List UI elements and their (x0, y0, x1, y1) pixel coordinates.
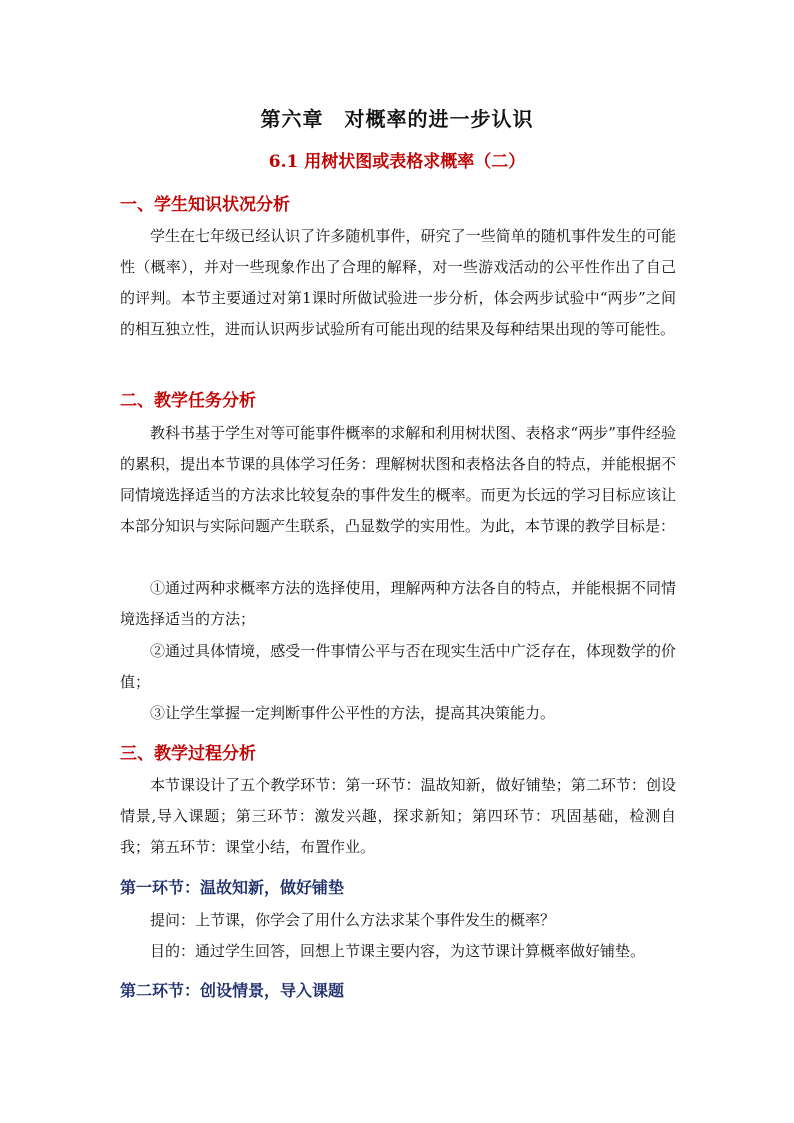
paragraph-student-knowledge: 学生在七年级已经认识了许多随机事件，研究了一些简单的随机事件发生的可能性（概率），并对一些现象作出了合理的解释，对一些游戏活动的公平性作出了自己的评判。本节主要通过对第1课时所做试验进一步分析，体会两步试验中“两步”之间的相互独立性，进而认识两步试验所有可能出现的结果及每种结果出现的等可能性。 (120, 227, 676, 338)
paragraph-teaching-process: 本节课设计了五个教学环节：第一环节：温故知新，做好铺垫；第二环节：创设情景,导入课题；第三环节：激发兴趣，探求新知；第四环节：巩固基础，检测自我；第五环节：课堂小结，布置作业。 (120, 776, 676, 856)
section-title: 6.1 用树状图或表格求概率（二） (268, 152, 526, 172)
paragraph-step-1-purpose: 目的：通过学生回答，回想上节课主要内容，为这节课计算概率做好铺垫。 (150, 942, 646, 960)
heading-teaching-process: 三、教学过程分析 (120, 744, 256, 764)
paragraph-goal-1: ①通过两种求概率方法的选择使用，理解两种方法各自的特点，并能根据不同情境选择适当的方法； (120, 579, 676, 628)
heading-step-2: 第二环节：创设情景，导入课题 (120, 981, 345, 1000)
paragraph-teaching-task: 教科书基于学生对等可能事件概率的求解和利用树状图、表格求“两步”事件经验的累积，提出本节课的具体学习任务：理解树状图和表格法各自的特点，并能根据不同情境选择适当的方法求比较复杂的事件发生的概率。而更为长远的学习目标应该让本部分知识与实际问题产生联系，凸显数学的实用性。为此，本节课的教学目标是： (120, 424, 676, 535)
chapter-title: 第六章 对概率的进一步认识 (260, 107, 534, 131)
paragraph-goal-3: ③让学生掌握一定判断事件公平性的方法，提高其决策能力。 (150, 704, 556, 722)
paragraph-step-1-question: 提问：上节课，你学会了用什么方法求某个事件发生的概率？ (150, 911, 556, 929)
paragraph-goal-2: ②通过具体情境，感受一件事情公平与否在现实生活中广泛存在，体现数学的价值； (120, 642, 676, 691)
heading-step-1: 第一环节：温故知新，做好铺垫 (120, 878, 345, 897)
heading-student-knowledge: 一、学生知识状况分析 (120, 195, 290, 215)
heading-teaching-task: 二、教学任务分析 (120, 391, 256, 411)
